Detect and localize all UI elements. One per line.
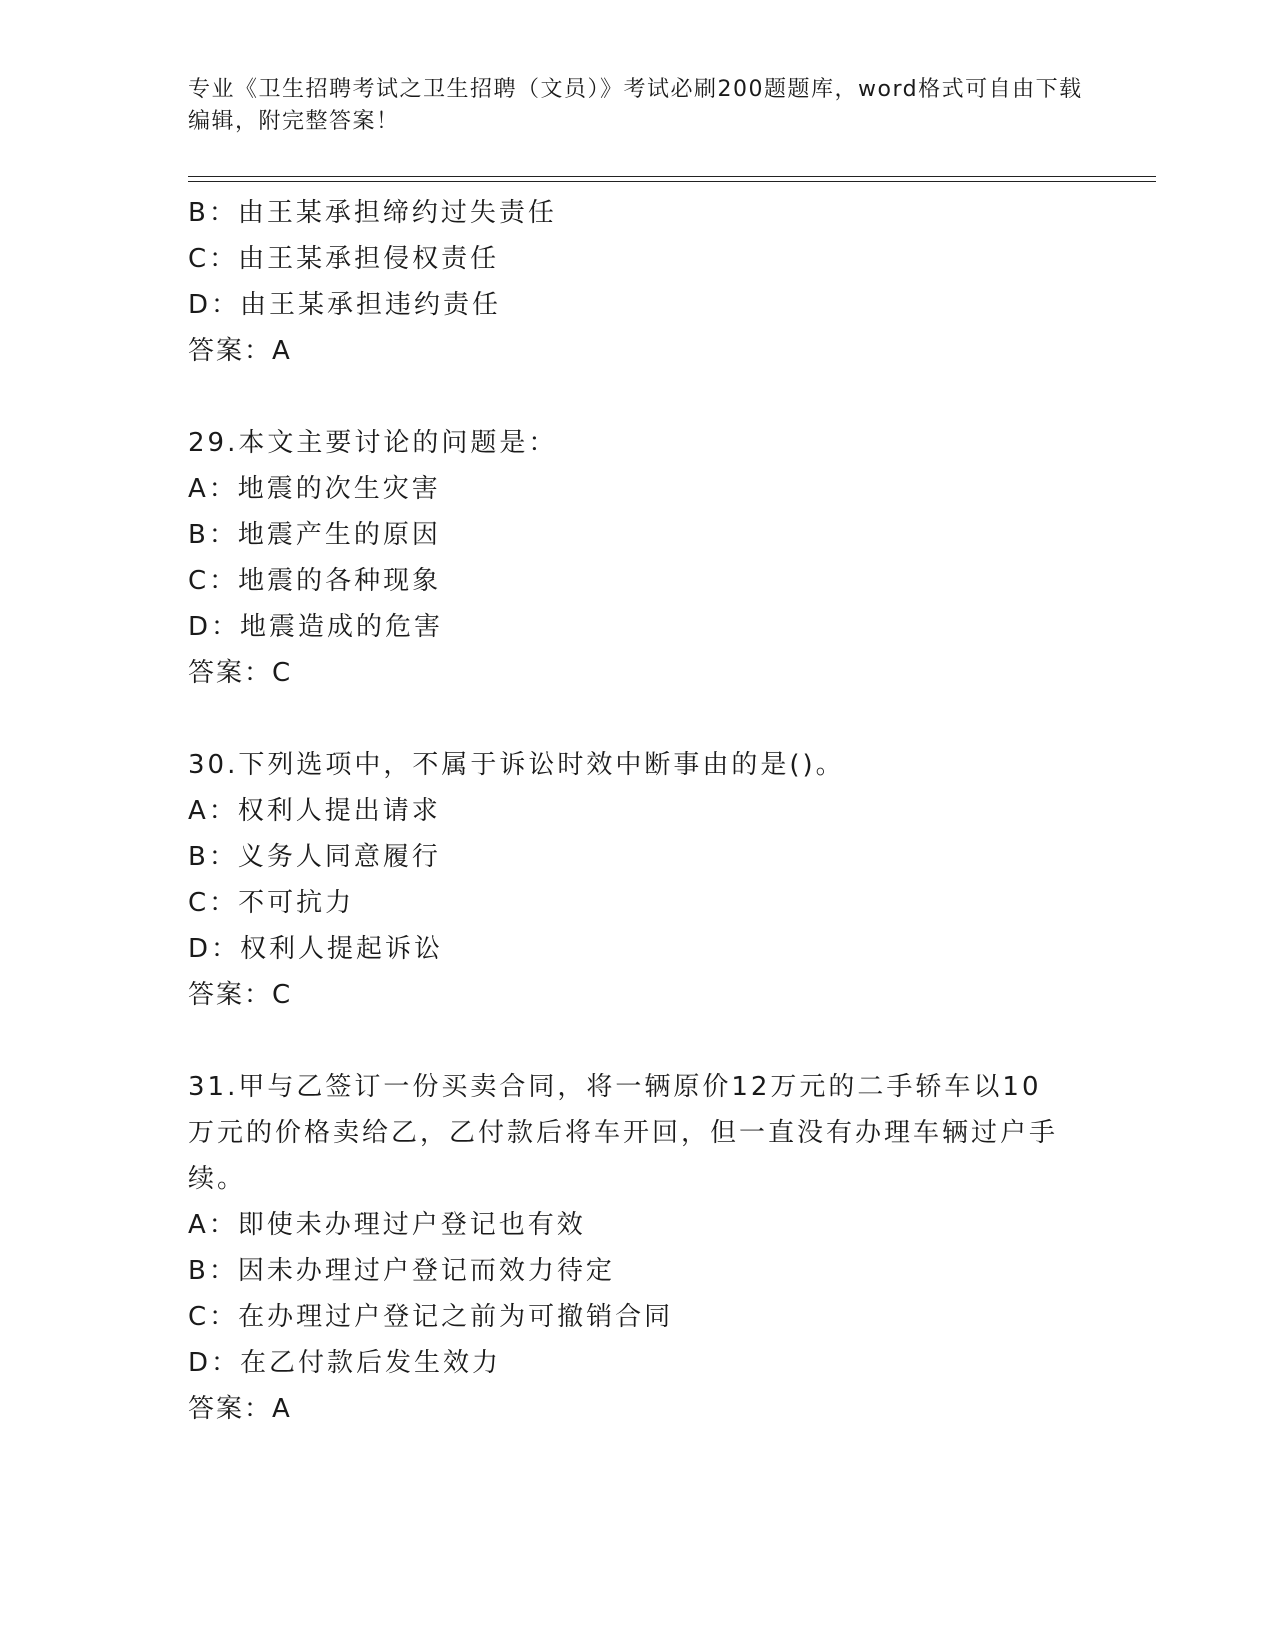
option-d: D：在乙付款后发生效力: [188, 1348, 502, 1378]
question-stem: 29.本文主要讨论的问题是：: [188, 428, 558, 458]
answer-line: 答案：C: [188, 658, 293, 688]
header-divider-bottom: [188, 181, 1156, 182]
document-header: 专业《卫生招聘考试之卫生招聘（文员）》考试必刷200题题库，word格式可自由下载编辑，附完整答案！: [188, 77, 1083, 134]
option-d: D：权利人提起诉讼: [188, 934, 444, 964]
answer-line: 答案：C: [188, 980, 293, 1010]
option-c: C：地震的各种现象: [188, 566, 442, 596]
question-stem: 31.甲与乙签订一份买卖合同，将一辆原价12万元的二手轿车以10万元的价格卖给乙，乙付款后将车开回，但一直没有办理车辆过户手续。: [188, 1072, 1059, 1194]
option-b: B：因未办理过户登记而效力待定: [188, 1256, 615, 1286]
option-a: A：地震的次生灾害: [188, 474, 441, 504]
option-b: B：义务人同意履行: [188, 842, 441, 872]
question-stem: 30.下列选项中，不属于诉讼时效中断事由的是()。: [188, 750, 845, 780]
option-c: C：由王某承担侵权责任: [188, 244, 500, 274]
option-b: B：由王某承担缔约过失责任: [188, 198, 557, 228]
option-d: D：地震造成的危害: [188, 612, 444, 642]
option-d: D：由王某承担违约责任: [188, 290, 502, 320]
header-divider-top: [188, 176, 1156, 177]
answer-line: 答案：A: [188, 1394, 292, 1424]
previous-question-block: [188, 190, 1088, 374]
option-b: B：地震产生的原因: [188, 520, 441, 550]
option-a: A：权利人提出请求: [188, 796, 441, 826]
question-30: [188, 742, 1088, 1018]
answer-line: 答案：A: [188, 336, 292, 366]
question-31: [188, 1064, 1088, 1432]
option-a: A：即使未办理过户登记也有效: [188, 1210, 586, 1240]
question-29: [188, 420, 1088, 696]
option-c: C：在办理过户登记之前为可撤销合同: [188, 1302, 674, 1332]
question-content: [188, 190, 1088, 1432]
option-c: C：不可抗力: [188, 888, 355, 918]
